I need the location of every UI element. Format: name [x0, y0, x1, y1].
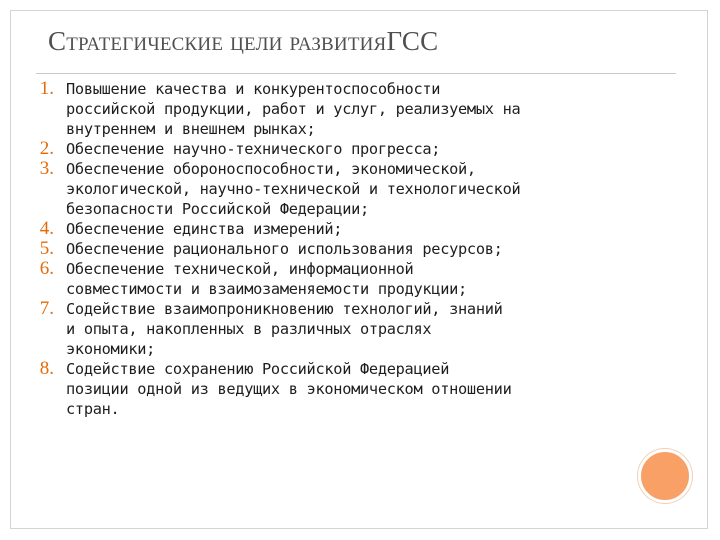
goal-text	[66, 299, 503, 359]
goal-number: 7.	[39, 298, 54, 319]
goal-line: Обеспечение рационального использования ресурсов;	[66, 240, 503, 258]
goal-item	[10, 219, 670, 239]
goal-line: экологической, научно-технической и технологической	[66, 180, 521, 198]
goal-text	[66, 259, 467, 299]
goal-item	[10, 259, 670, 299]
goal-line: и опыта, накопленных в различных отраслях	[66, 320, 432, 338]
goal-text	[66, 139, 440, 159]
goal-line: Содействие сохранению Российской Федерацией	[66, 360, 450, 378]
goal-number: 8.	[39, 358, 54, 379]
title-divider	[36, 73, 676, 74]
goal-number: 2.	[39, 138, 54, 159]
goal-line: Обеспечение единства измерений;	[66, 220, 343, 238]
goal-text	[66, 79, 520, 139]
goal-line: позиции одной из ведущих в экономическом отношении	[66, 380, 512, 398]
goal-line: Обеспечение технической, информационной	[66, 260, 414, 278]
goal-text	[66, 239, 503, 259]
goal-text	[66, 219, 342, 239]
goal-item	[10, 239, 670, 259]
slide-title-tail: ГСС	[386, 26, 439, 56]
slide-title	[48, 26, 438, 57]
goal-line: Обеспечение научно-технического прогресса;	[66, 140, 441, 158]
goal-line: стран.	[66, 400, 120, 418]
goals-list	[10, 79, 670, 419]
goal-item	[10, 159, 670, 219]
goal-text	[66, 359, 511, 419]
goal-line: внутреннем и внешнем рынках;	[66, 120, 316, 138]
goal-line: совместимости и взаимозаменяемости продукции;	[66, 280, 467, 298]
goal-line: российской продукции, работ и услуг, реализуемых на	[66, 100, 521, 118]
goal-item	[10, 139, 670, 159]
goal-line: Содействие взаимопроникновению технологий, знаний	[66, 300, 503, 318]
goal-number: 6.	[39, 258, 54, 279]
goal-line: Повышение качества и конкурентоспособности	[66, 80, 441, 98]
goal-item	[10, 79, 670, 139]
goal-line: безопасности Российской Федерации;	[66, 200, 369, 218]
goal-line: экономики;	[66, 340, 156, 358]
goal-number: 1.	[39, 78, 54, 99]
goal-number: 5.	[39, 238, 54, 259]
decorative-orange-circle	[638, 449, 692, 503]
goal-text	[66, 159, 520, 219]
goal-item	[10, 359, 670, 419]
slide-title-caps: Стратегические цели развития	[48, 26, 387, 56]
goal-number: 4.	[39, 218, 54, 239]
goal-line: Обеспечение обороноспособности, экономической,	[66, 160, 476, 178]
goal-item	[10, 299, 670, 359]
goal-number: 3.	[39, 158, 54, 179]
